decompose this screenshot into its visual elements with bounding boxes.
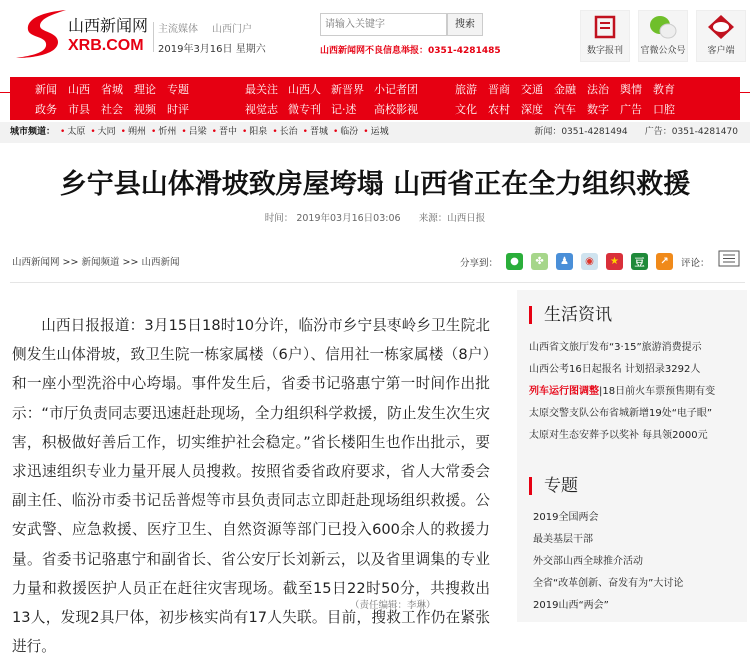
life-news-heading: 生活资讯 bbox=[529, 306, 612, 324]
source-label: 来源： bbox=[418, 213, 448, 224]
main-nav bbox=[10, 77, 740, 120]
publish-time: 2019年03月16日03:06 bbox=[296, 213, 401, 224]
list-item[interactable]: 全省“改革创新、奋发有为”大讨论 bbox=[533, 578, 684, 589]
wechat-share-icon[interactable]: ● bbox=[506, 253, 523, 270]
list-item[interactable]: 最美基层干部 bbox=[533, 534, 593, 545]
current-date: 2019年3月16日 星期六 bbox=[158, 44, 266, 55]
breadcrumb-home[interactable]: 山西新闻网 bbox=[12, 257, 60, 268]
city-link[interactable]: 运城 bbox=[370, 127, 389, 137]
breadcrumb-separator: >> bbox=[59, 257, 82, 268]
city-link[interactable]: 阳泉 bbox=[249, 127, 268, 137]
nav-item[interactable]: 文化 bbox=[455, 103, 477, 116]
breadcrumb-news-channel[interactable]: 新闻频道 bbox=[81, 257, 120, 268]
article-title: 乡宁县山体滑坡致房屋垮塌 山西省正在全力组织救援 bbox=[59, 169, 691, 200]
nav-item[interactable]: 旅游 bbox=[455, 83, 477, 96]
nav-item[interactable]: 视频 bbox=[134, 103, 156, 116]
city-link[interactable]: 大同 bbox=[97, 127, 116, 137]
nav-item[interactable]: 山西 bbox=[68, 83, 90, 96]
wechat-official-button[interactable] bbox=[638, 10, 688, 62]
bullet-icon: • bbox=[181, 127, 187, 137]
nav-item[interactable]: 法治 bbox=[587, 83, 609, 96]
nav-item[interactable]: 口腔 bbox=[653, 103, 675, 116]
city-label: 城市频道： bbox=[10, 127, 56, 137]
list-item[interactable]: 山西省文旅厅发布“3·15”旅游消费提示 bbox=[529, 342, 702, 353]
weibo-share-icon[interactable]: ◉ bbox=[581, 253, 598, 270]
bullet-icon: • bbox=[90, 127, 96, 137]
bullet-icon: • bbox=[60, 127, 66, 137]
slogan-1: 主流媒体 bbox=[158, 24, 198, 35]
slogan-2: 山西门户 bbox=[212, 24, 252, 35]
nav-item[interactable]: 深度 bbox=[521, 103, 543, 116]
app-label: 客户端 bbox=[707, 46, 735, 56]
nav-item[interactable]: 交通 bbox=[521, 83, 543, 96]
news-phone: 新闻：0351-4281494 bbox=[534, 127, 628, 137]
list-item[interactable] bbox=[529, 381, 715, 403]
douban-share-icon[interactable]: 豆 bbox=[631, 253, 648, 270]
nav-item[interactable]: 视觉志 bbox=[245, 103, 278, 116]
nav-item[interactable]: 记·述 bbox=[331, 103, 357, 116]
share-label: 分享到： bbox=[460, 257, 499, 269]
city-link[interactable]: 晋城 bbox=[309, 127, 328, 137]
responsible-editor: （责任编辑：李琳） bbox=[350, 600, 436, 611]
list-item[interactable]: 2019全国两会 bbox=[533, 512, 599, 523]
wechat-icon bbox=[639, 11, 687, 43]
comment-label: 评论： bbox=[681, 257, 710, 269]
highlight-link[interactable]: 列车运行图调整 bbox=[529, 386, 599, 397]
city-link[interactable]: 长治 bbox=[279, 127, 298, 137]
nav-item[interactable]: 理论 bbox=[134, 83, 156, 96]
topics-heading: 专题 bbox=[529, 477, 578, 495]
newspaper-icon bbox=[581, 11, 629, 43]
client-app-button[interactable] bbox=[696, 10, 746, 62]
bullet-icon: • bbox=[151, 127, 157, 137]
more-share-icon[interactable]: ↗ bbox=[656, 253, 673, 270]
nav-item[interactable]: 广告 bbox=[620, 103, 642, 116]
article-body: 山西日报报道：3月15日18时10分许，临汾市乡宁县枣岭乡卫生院北侧发生山体滑坡，致卫生院一栋家属楼（6户）、信用社一栋家属楼（8户）和一座小型洗浴中心垮塌。事件发生后，省委书记骆惠宁第一时间作出批示：“市厅负责同志要迅速赶赴现场，全力组织科学救援，防止发生次生灾害，积极做好善后工作，切实维护社会稳定。”省长楼阳生也作出批示，要求迅速组织专业力量开展人员搜救。按照省委省政府要求，省人大常委会副主任、临汾市委书记岳普煜等市县负责同志立即赶赴现场组织救援。公安武警、应急救援、医疗卫生、自然资源等部门已投入600余人的救援力量。省委书记骆惠宁和副省长、省公安厅长刘新云，以及省里调集的专业力量和救援医护人员正在赶往灾害现场。截至15日22时50分，共搜救出13人，发现2具尸体，初步核实尚有17人失联。目前，搜救工作仍在紧张进行。 bbox=[12, 317, 490, 656]
bullet-icon: • bbox=[302, 127, 308, 137]
app-label: 官微公众号 bbox=[640, 46, 686, 56]
app-label: 数字报刊 bbox=[586, 46, 623, 56]
qzone-share-icon[interactable]: ✤ bbox=[531, 253, 548, 270]
list-item[interactable]: 外交部山西全球推介活动 bbox=[533, 556, 643, 567]
nav-item[interactable]: 微专刊 bbox=[288, 103, 321, 116]
source: 山西日报 bbox=[447, 213, 486, 224]
nav-item[interactable]: 新晋界 bbox=[331, 83, 364, 96]
nav-item[interactable]: 省城 bbox=[101, 83, 123, 96]
city-link[interactable]: 吕梁 bbox=[188, 127, 207, 137]
breadcrumb-separator: >> bbox=[119, 257, 142, 268]
qq-share-icon[interactable]: ♟ bbox=[556, 253, 573, 270]
search-button[interactable]: 搜索 bbox=[447, 13, 483, 36]
city-link[interactable]: 太原 bbox=[67, 127, 86, 137]
logo-domain: XRB.COM bbox=[68, 37, 144, 54]
slogan bbox=[158, 20, 266, 35]
nav-item[interactable]: 专题 bbox=[167, 83, 189, 96]
nav-item[interactable]: 舆情 bbox=[620, 83, 642, 96]
nav-item[interactable]: 小记者团 bbox=[374, 83, 418, 96]
life-news-list bbox=[529, 337, 715, 447]
list-item[interactable]: 山西公考16日起报名 计划招录3292人 bbox=[529, 364, 701, 375]
article-meta bbox=[0, 210, 750, 224]
bullet-icon: • bbox=[120, 127, 126, 137]
city-link[interactable]: 忻州 bbox=[158, 127, 177, 137]
time-label: 时间： bbox=[264, 213, 294, 224]
city-link[interactable]: 临汾 bbox=[340, 127, 359, 137]
bullet-icon: • bbox=[363, 127, 369, 137]
city-link[interactable]: 晋中 bbox=[218, 127, 237, 137]
favorite-share-icon[interactable]: ★ bbox=[606, 253, 623, 270]
bullet-icon: • bbox=[241, 127, 248, 137]
city-channel-bar bbox=[0, 122, 750, 143]
nav-item[interactable]: 新闻 bbox=[35, 83, 57, 96]
bullet-icon: • bbox=[272, 127, 278, 137]
breadcrumb-shanxi-news[interactable]: 山西新闻 bbox=[141, 257, 180, 268]
search-input[interactable] bbox=[320, 13, 447, 36]
topics-list bbox=[533, 507, 683, 617]
report-hotline: 山西新闻网不良信息举报：0351-4281485 bbox=[320, 46, 501, 56]
breadcrumb bbox=[12, 254, 179, 268]
nav-item[interactable]: 农村 bbox=[488, 103, 510, 116]
comment-icon[interactable] bbox=[718, 250, 740, 273]
city-link[interactable]: 朔州 bbox=[127, 127, 146, 137]
divider bbox=[10, 282, 745, 283]
nav-item[interactable]: 晋商 bbox=[488, 83, 510, 96]
app-client-icon bbox=[697, 11, 745, 43]
nav-item[interactable]: 高校影视 bbox=[374, 103, 418, 116]
nav-item[interactable]: 山西人 bbox=[288, 83, 321, 96]
nav-item[interactable]: 时评 bbox=[167, 103, 189, 116]
sidebar bbox=[517, 290, 747, 622]
bullet-icon: • bbox=[332, 127, 339, 137]
logo-name: 山西新闻网 bbox=[68, 16, 149, 35]
nav-item[interactable]: 汽车 bbox=[554, 103, 576, 116]
bullet-icon: • bbox=[211, 127, 217, 137]
nav-item[interactable]: 市县 bbox=[68, 103, 90, 116]
nav-item[interactable]: 数字 bbox=[587, 103, 609, 116]
digital-newspaper-button[interactable] bbox=[580, 10, 630, 62]
divider bbox=[153, 22, 154, 52]
nav-item[interactable]: 社会 bbox=[101, 103, 123, 116]
list-item[interactable]: 2019山西“两会” bbox=[533, 600, 609, 611]
list-item[interactable]: 太原对生态安葬予以奖补 每具领2000元 bbox=[529, 430, 708, 441]
list-item[interactable]: 太原交警支队公布省城新增19处“电子眼” bbox=[529, 408, 713, 419]
logo-icon[interactable] bbox=[14, 8, 70, 60]
nav-item[interactable]: 金融 bbox=[554, 83, 576, 96]
ad-phone: 广告：0351-4281470 bbox=[644, 127, 738, 137]
nav-item[interactable]: 教育 bbox=[653, 83, 675, 96]
share-bar bbox=[460, 250, 740, 273]
nav-item[interactable]: 政务 bbox=[35, 103, 57, 116]
nav-item[interactable]: 最关注 bbox=[245, 83, 278, 96]
list-item-text[interactable]: |18日前火车票预售期有变 bbox=[599, 386, 716, 397]
